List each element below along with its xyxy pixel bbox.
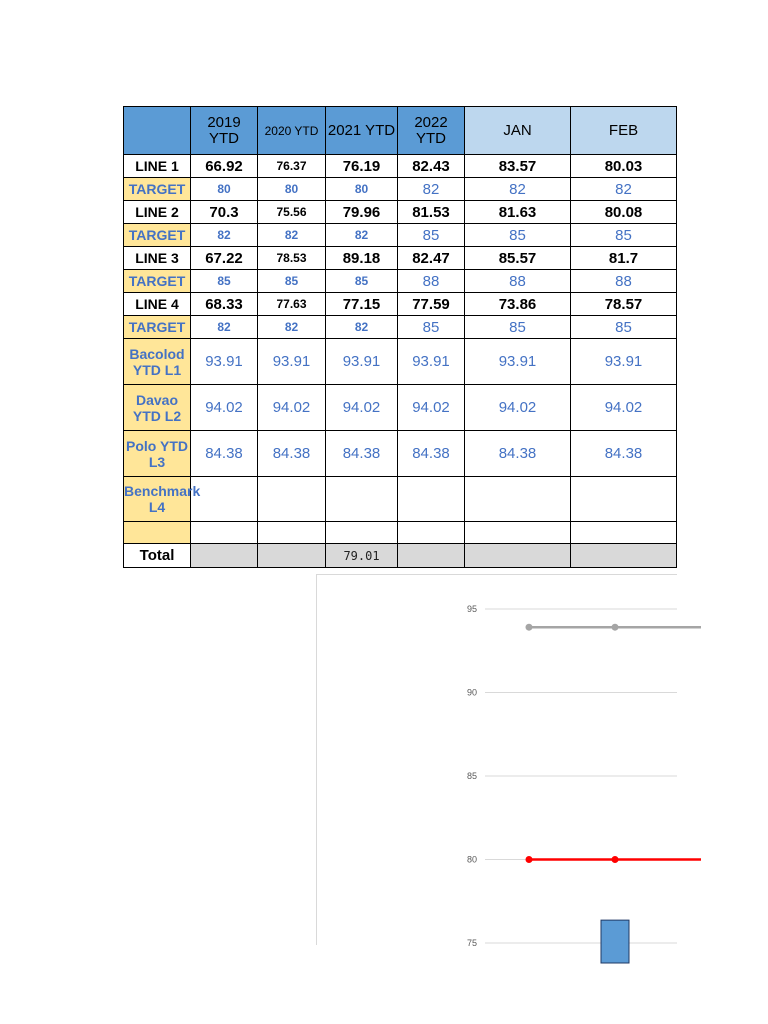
table-cell: 94.02 bbox=[326, 385, 398, 431]
table-row bbox=[124, 270, 677, 293]
table-cell: 66.92 bbox=[191, 155, 258, 178]
table-cell: 88 bbox=[398, 270, 465, 293]
col-header-feb: FEB bbox=[571, 107, 677, 155]
table-cell: 82 bbox=[326, 224, 398, 247]
table-cell: 82 bbox=[326, 316, 398, 339]
row-label: Davao YTD L2 bbox=[124, 385, 191, 431]
table-cell: 94.02 bbox=[571, 385, 677, 431]
table-row bbox=[124, 316, 677, 339]
table-cell: 93.91 bbox=[398, 339, 465, 385]
table-cell: 80.08 bbox=[571, 201, 677, 224]
total-cell bbox=[465, 544, 571, 568]
table-cell: 68.33 bbox=[191, 293, 258, 316]
table-cell: 67.22 bbox=[191, 247, 258, 270]
table-row bbox=[124, 431, 677, 477]
table-cell: 85 bbox=[326, 270, 398, 293]
total-label: Total bbox=[124, 544, 191, 568]
table-cell: 82 bbox=[191, 224, 258, 247]
table-cell bbox=[258, 477, 326, 522]
series-point bbox=[612, 624, 619, 631]
table-cell: 85 bbox=[465, 224, 571, 247]
total-cell bbox=[258, 544, 326, 568]
table-cell: 82.43 bbox=[398, 155, 465, 178]
table-cell bbox=[191, 477, 258, 522]
table-row bbox=[124, 224, 677, 247]
table-cell bbox=[571, 477, 677, 522]
total-cell bbox=[571, 544, 677, 568]
table-cell: 82 bbox=[571, 178, 677, 201]
table-cell: 85 bbox=[571, 224, 677, 247]
row-label: LINE 2 bbox=[124, 201, 191, 224]
col-header-2022-ytd: 2022 YTD bbox=[398, 107, 465, 155]
row-label: LINE 4 bbox=[124, 293, 191, 316]
row-label: LINE 1 bbox=[124, 155, 191, 178]
series-point bbox=[526, 856, 533, 863]
table-cell: 78.57 bbox=[571, 293, 677, 316]
table-cell: 80 bbox=[326, 178, 398, 201]
series-point bbox=[612, 856, 619, 863]
table-cell bbox=[326, 477, 398, 522]
total-cell bbox=[398, 544, 465, 568]
table-cell: 85 bbox=[571, 316, 677, 339]
table-cell: 85 bbox=[398, 224, 465, 247]
row-label: Bacolod YTD L1 bbox=[124, 339, 191, 385]
row-label: LINE 3 bbox=[124, 247, 191, 270]
row-label: TARGET bbox=[124, 270, 191, 293]
table-cell: 93.91 bbox=[465, 339, 571, 385]
table-cell: 82 bbox=[191, 316, 258, 339]
table-row bbox=[124, 155, 677, 178]
table-cell: 84.38 bbox=[326, 431, 398, 477]
table-row bbox=[124, 522, 677, 544]
row-label: TARGET bbox=[124, 178, 191, 201]
y-tick-label: 90 bbox=[466, 687, 477, 698]
table-cell: 78.53 bbox=[258, 247, 326, 270]
chart-bar bbox=[601, 920, 629, 963]
table-cell: 82.47 bbox=[398, 247, 465, 270]
table-cell: 94.02 bbox=[398, 385, 465, 431]
table-cell: 82 bbox=[258, 316, 326, 339]
table-row bbox=[124, 178, 677, 201]
row-label: Benchmark L4 bbox=[124, 477, 191, 522]
row-label: TARGET bbox=[124, 316, 191, 339]
table-row bbox=[124, 293, 677, 316]
y-tick-label: 75 bbox=[466, 938, 477, 948]
y-tick-label: 85 bbox=[466, 771, 477, 781]
table-row bbox=[124, 477, 677, 522]
row-label bbox=[124, 522, 191, 544]
table-cell: 93.91 bbox=[571, 339, 677, 385]
table-cell: 77.15 bbox=[326, 293, 398, 316]
table-cell: 80 bbox=[191, 178, 258, 201]
table-cell: 88 bbox=[465, 270, 571, 293]
table-cell: 82 bbox=[465, 178, 571, 201]
table-cell: 84.38 bbox=[191, 431, 258, 477]
row-label: Polo YTD L3 bbox=[124, 431, 191, 477]
table-cell bbox=[465, 522, 571, 544]
performance-table bbox=[123, 106, 677, 568]
table-cell: 84.38 bbox=[465, 431, 571, 477]
table-cell: 81.63 bbox=[465, 201, 571, 224]
table-cell: 84.38 bbox=[258, 431, 326, 477]
table-cell: 81.7 bbox=[571, 247, 677, 270]
corner-header bbox=[124, 107, 191, 155]
table-cell: 83.57 bbox=[465, 155, 571, 178]
table-cell: 76.19 bbox=[326, 155, 398, 178]
table-cell bbox=[398, 477, 465, 522]
table-cell: 80 bbox=[258, 178, 326, 201]
table-cell: 79.96 bbox=[326, 201, 398, 224]
table-cell: 70.3 bbox=[191, 201, 258, 224]
table-cell: 93.91 bbox=[191, 339, 258, 385]
table-cell: 85 bbox=[465, 316, 571, 339]
line-chart bbox=[316, 574, 677, 948]
col-header-2020-ytd: 2020 YTD bbox=[258, 107, 326, 155]
table-cell: 84.38 bbox=[398, 431, 465, 477]
total-cell bbox=[191, 544, 258, 568]
table-cell: 84.38 bbox=[571, 431, 677, 477]
table-row bbox=[124, 201, 677, 224]
table-cell: 85 bbox=[191, 270, 258, 293]
table-cell: 82 bbox=[398, 178, 465, 201]
table-cell: 94.02 bbox=[191, 385, 258, 431]
table-cell: 77.63 bbox=[258, 293, 326, 316]
table-row bbox=[124, 247, 677, 270]
table-cell bbox=[571, 522, 677, 544]
chart-svg bbox=[317, 575, 677, 948]
table-cell: 85 bbox=[258, 270, 326, 293]
series-point bbox=[526, 624, 533, 631]
total-cell: 79.01 bbox=[326, 544, 398, 568]
table-cell: 94.02 bbox=[258, 385, 326, 431]
table-cell bbox=[398, 522, 465, 544]
table-cell: 77.59 bbox=[398, 293, 465, 316]
table-cell: 75.56 bbox=[258, 201, 326, 224]
total-row bbox=[124, 544, 677, 568]
row-label: TARGET bbox=[124, 224, 191, 247]
table-cell: 81.53 bbox=[398, 201, 465, 224]
table-cell bbox=[258, 522, 326, 544]
table-cell: 89.18 bbox=[326, 247, 398, 270]
table-cell bbox=[191, 522, 258, 544]
table-cell: 93.91 bbox=[326, 339, 398, 385]
col-header-2019-ytd: 2019 YTD bbox=[191, 107, 258, 155]
y-tick-label: 95 bbox=[466, 604, 477, 614]
table-cell: 94.02 bbox=[465, 385, 571, 431]
header-row bbox=[124, 107, 677, 155]
table-cell bbox=[326, 522, 398, 544]
table-cell: 82 bbox=[258, 224, 326, 247]
table-cell bbox=[465, 477, 571, 522]
y-tick-label: 80 bbox=[466, 854, 477, 865]
table-row bbox=[124, 385, 677, 431]
table-cell: 88 bbox=[571, 270, 677, 293]
table-cell: 85 bbox=[398, 316, 465, 339]
table-cell: 80.03 bbox=[571, 155, 677, 178]
table-row bbox=[124, 339, 677, 385]
col-header-2021-ytd: 2021 YTD bbox=[326, 107, 398, 155]
table-cell: 76.37 bbox=[258, 155, 326, 178]
table-cell: 73.86 bbox=[465, 293, 571, 316]
table-cell: 85.57 bbox=[465, 247, 571, 270]
col-header-jan: JAN bbox=[465, 107, 571, 155]
table-cell: 93.91 bbox=[258, 339, 326, 385]
